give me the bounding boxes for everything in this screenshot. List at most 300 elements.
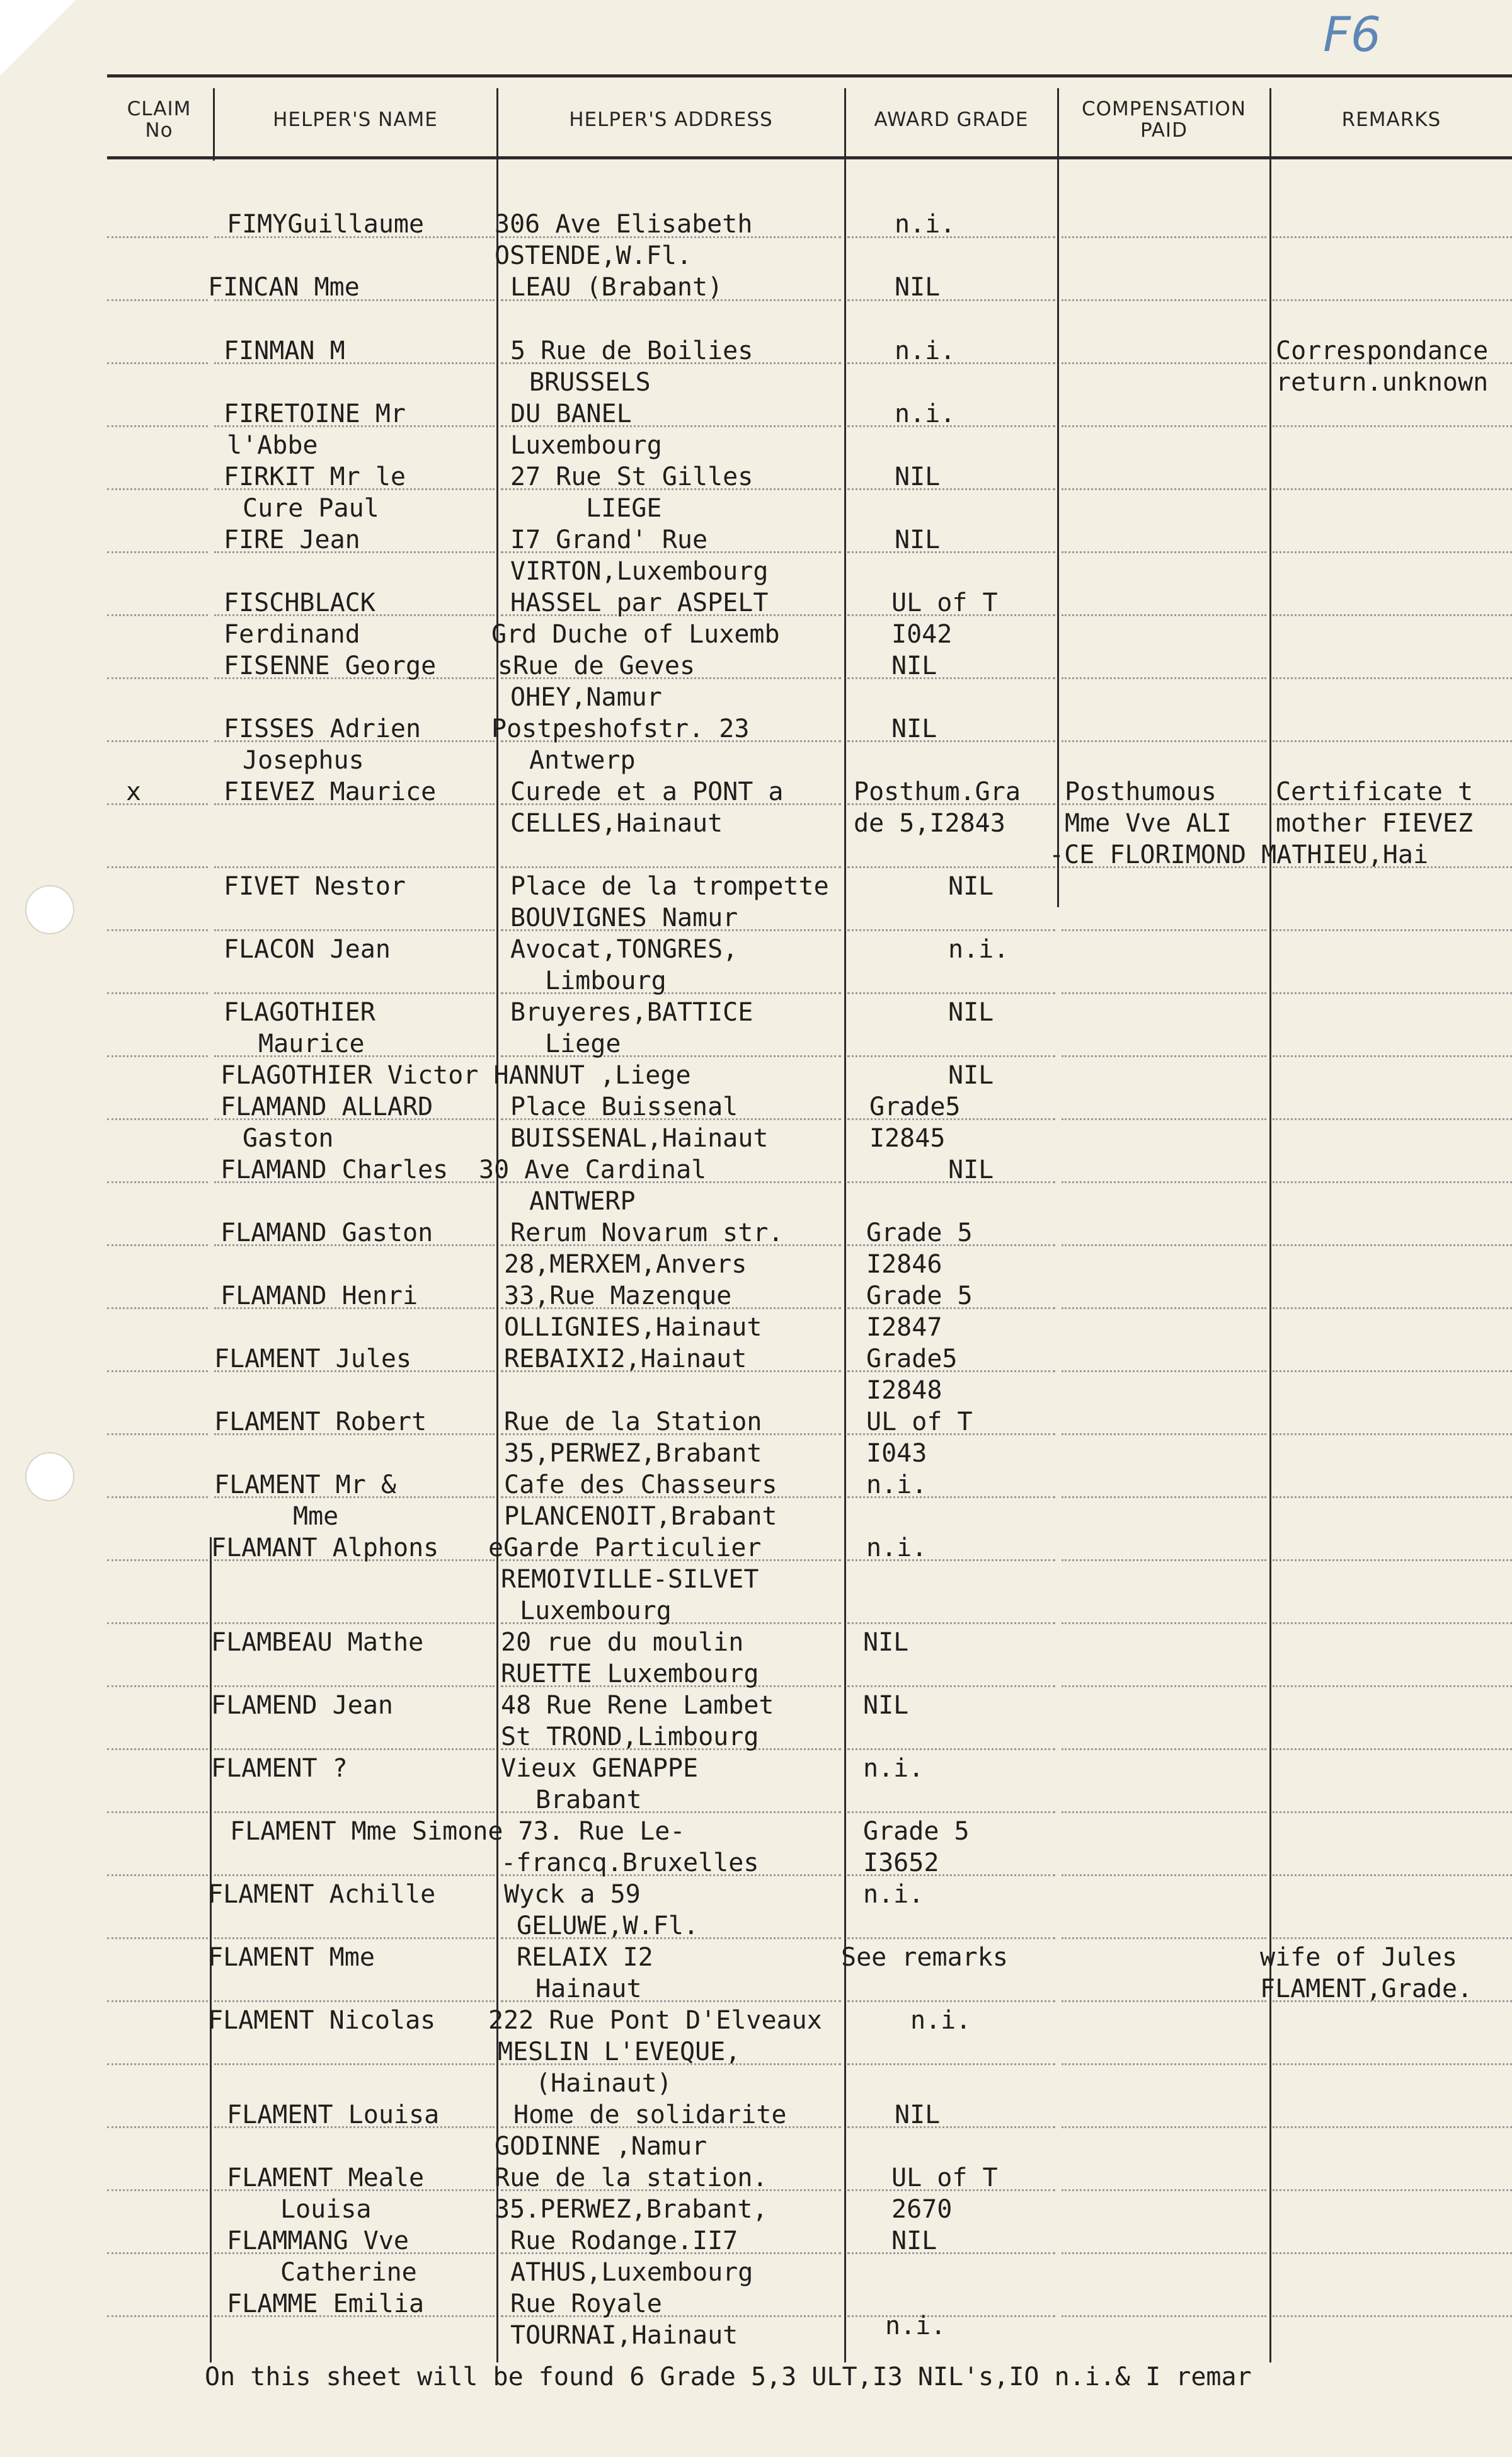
typed-line: NIL [948,872,994,901]
typed-line: n.i. [895,210,956,239]
dotted-guide [1062,488,1266,490]
typed-line: FIVET Nestor [224,872,406,901]
typed-line: eGarde Particulier [488,1533,762,1562]
dotted-guide [107,1685,208,1687]
dotted-guide [1062,2126,1266,2128]
typed-line: Rue Rodange.II7 [510,2226,738,2255]
dotted-guide [1062,1496,1266,1498]
typed-line: ATHUS,Luxembourg [510,2258,753,2287]
dotted-guide [107,740,208,742]
dotted-guide [1273,1874,1512,1876]
typed-line: Mme [293,1502,339,1531]
dotted-guide [214,2063,495,2065]
column-divider [1269,88,1271,2362]
dotted-guide [1062,1181,1266,1183]
typed-line: Place de la trompette [510,872,829,901]
typed-line: I2845 [869,1124,946,1153]
typed-line: FLAMENT Nicolas [208,2006,436,2035]
typed-line: St TROND,Limbourg [501,1722,759,1751]
typed-line: FLAMENT Achille [208,1880,436,1909]
header-helper-address: HELPER'S ADDRESS [569,108,773,131]
dotted-guide [847,929,1055,931]
typed-line: Josephus [243,746,364,775]
typed-line: I2847 [866,1313,942,1342]
typed-line: FLAMBEAU Mathe [211,1628,424,1657]
typed-line: FLAGOTHIER Victor HANNUT ,Liege [220,1061,691,1090]
header-helper-name: HELPER'S NAME [273,108,438,131]
typed-line: Rue de la station. [495,2163,768,2192]
typed-line: x [126,777,142,806]
header-rule [107,156,1512,159]
dotted-guide [1273,1370,1512,1372]
typed-line: n.i. [895,399,956,428]
dotted-guide [847,2126,1055,2128]
dotted-guide [107,299,208,301]
dotted-guide [1273,488,1512,490]
typed-line: Grade5 [869,1092,961,1121]
dotted-guide [847,2063,1055,2065]
dotted-guide [107,992,208,994]
typed-line: Maurice [258,1029,365,1058]
typed-line: Grade5 [866,1344,958,1373]
dotted-guide [1273,1307,1512,1309]
dotted-guide [1273,992,1512,994]
typed-line: FLAMAND Henri [220,1281,418,1310]
typed-line: NIL [948,1155,994,1184]
typed-line: NIL [895,525,941,554]
dotted-guide [847,677,1055,679]
dotted-guide [1062,1244,1266,1246]
dotted-guide [1273,299,1512,301]
dotted-guide [107,803,208,805]
typed-line: 222 Rue Pont D'Elveaux [488,2006,822,2035]
dotted-guide [1062,425,1266,427]
dotted-guide [1062,1307,1266,1309]
typed-line: FLAMENT ? [211,1754,348,1783]
dotted-guide [107,929,208,931]
typed-line: I2846 [866,1250,942,1279]
dotted-guide [107,1118,208,1120]
dotted-guide [107,677,208,679]
dotted-guide [847,1937,1055,1939]
dotted-guide [847,2252,1055,2254]
dotted-guide [1273,425,1512,427]
dotted-guide [107,2000,208,2002]
typed-line: Brabant [536,1785,642,1814]
typed-line: OLLIGNIES,Hainaut [504,1313,762,1342]
header-award-grade: AWARD GRADE [874,108,1029,131]
typed-line: FLAMANT Alphons [211,1533,439,1562]
typed-line: Louisa [280,2195,372,2224]
dotted-guide [1062,2063,1266,2065]
typed-line: FISSES Adrien [224,714,421,743]
dotted-guide [107,488,208,490]
punch-hole [25,1452,74,1501]
typed-line: FIRE Jean [224,525,360,554]
typed-line: Bruyeres,BATTICE [510,998,753,1027]
dotted-guide [1062,929,1266,931]
typed-line: FLAMEND Jean [211,1691,393,1720]
typed-line: 30 Ave Cardinal [479,1155,707,1184]
dotted-guide [107,1622,208,1624]
typed-line: NIL [891,2226,937,2255]
punch-hole [25,885,74,934]
typed-line: NIL [895,2100,941,2129]
typed-line: NIL [891,714,937,743]
typed-line: NIL [891,651,937,680]
dotted-guide [1273,1118,1512,1120]
typed-line: 35,PERWEZ,Brabant [504,1439,762,1468]
dotted-guide [501,866,841,868]
typed-line: I043 [866,1439,927,1468]
typed-line: BUISSENAL,Hainaut [510,1124,769,1153]
dotted-guide [107,1307,208,1309]
typed-line: CELLES,Hainaut [510,809,723,838]
dotted-guide [214,992,495,994]
typed-line: I3652 [863,1848,939,1877]
dotted-guide [107,866,208,868]
typed-line: Grade 5 [866,1218,973,1247]
dotted-guide [1062,1748,1266,1750]
dotted-guide [107,2126,208,2128]
typed-line: I2848 [866,1376,942,1405]
typed-line: NIL [948,998,994,1027]
typed-line: n.i. [863,1880,924,1909]
dotted-guide [107,1496,208,1498]
typed-line: Posthumous [1065,777,1217,806]
typed-line: Posthum.Gra [854,777,1021,806]
typed-line: HASSEL par ASPELT [510,588,769,617]
typed-line: 48 Rue Rene Lambet [501,1691,774,1720]
typed-line: Correspondance [1276,336,1489,365]
dotted-guide [214,1748,495,1750]
typed-line: FLAMME Emilia [227,2289,425,2318]
typed-line: Luxembourg [520,1596,672,1625]
typed-line: FIRKIT Mr le [224,462,406,491]
typed-line: LEAU (Brabant) [510,273,723,302]
typed-line: REMOIVILLE-SILVET [501,1565,759,1594]
dotted-guide [847,2000,1055,2002]
dotted-guide [847,551,1055,553]
dotted-guide [107,1748,208,1750]
dotted-guide [214,1685,495,1687]
dotted-guide [847,1685,1055,1687]
dotted-guide [847,866,1055,868]
typed-line: Gaston [243,1124,334,1153]
dotted-guide [1062,1622,1266,1624]
typed-line: Grade 5 [866,1281,973,1310]
typed-line: Home de solidarite [513,2100,787,2129]
typed-line: -francq.Bruxelles [501,1848,759,1877]
typed-line: 28,MERXEM,Anvers [504,1250,747,1279]
typed-line: FLAMENT,Grade. [1260,1974,1473,2003]
typed-line: RELAIX I2 [517,1943,653,1972]
dotted-guide [214,929,495,931]
typed-line: GELUWE,W.Fl. [517,1911,699,1940]
typed-line: FLAGOTHIER [224,998,375,1027]
typed-line: n.i. [866,1470,927,1499]
typed-line: Curede et a PONT a [510,777,784,806]
dotted-guide [847,2315,1055,2317]
dotted-guide [1273,236,1512,238]
header-remarks: REMARKS [1341,108,1441,131]
dotted-guide [107,1811,208,1813]
typed-line: n.i. [895,336,956,365]
typed-line: FISENNE George [224,651,437,680]
dotted-guide [1062,1055,1266,1057]
dotted-guide [1273,2126,1512,2128]
dotted-guide [1273,1244,1512,1246]
typed-line: Cafe des Chasseurs [504,1470,777,1499]
typed-line: NIL [948,1061,994,1090]
typed-line: Limbourg [545,966,667,995]
typed-line: I042 [891,620,953,649]
typed-line: Avocat,TONGRES, [510,935,738,964]
typed-line: Certificate t [1276,777,1474,806]
dotted-guide [107,2063,208,2065]
typed-line: BRUSSELS [529,368,651,397]
typed-line: FLAMMANG Vve [227,2226,409,2255]
dotted-guide [1062,1559,1266,1561]
typed-line: FINMAN M [224,336,345,365]
typed-line: sRue de Geves [498,651,696,680]
dotted-guide [1062,551,1266,553]
dotted-guide [1062,1874,1266,1876]
typed-line: FLAMAND ALLARD [220,1092,433,1121]
typed-line: Mme Vve ALI [1065,809,1232,838]
dotted-guide [1273,1559,1512,1561]
dotted-guide [1062,2000,1266,2002]
dotted-guide [1062,677,1266,679]
header-claim-no: CLAIM No [127,97,192,142]
typed-line: Postpeshofstr. 23 [491,714,750,743]
column-divider [1057,88,1059,907]
dotted-guide [1062,1685,1266,1687]
typed-line: n.i. [866,1533,927,1562]
typed-line: FISCHBLACK [224,588,375,617]
typed-line: NIL [895,462,941,491]
dotted-guide [1273,1811,1512,1813]
dotted-guide [107,1937,208,1939]
typed-line: Rue Royale [510,2289,662,2318]
dotted-guide [107,1370,208,1372]
typed-line: 35.PERWEZ,Brabant, [495,2195,768,2224]
typed-line: NIL [895,273,941,302]
dotted-guide [1062,1937,1266,1939]
dotted-guide [847,1055,1055,1057]
dotted-guide [1273,614,1512,616]
dotted-guide [107,1181,208,1183]
typed-line: mother FIEVEZ [1276,809,1474,838]
typed-line: n.i. [948,935,1009,964]
typed-line: Rerum Novarum str. [510,1218,784,1247]
dotted-guide [1273,551,1512,553]
dotted-guide [1062,2189,1266,2191]
typed-line: FLAMENT Mr & [214,1470,396,1499]
typed-line: REBAIXI2,Hainaut [504,1344,747,1373]
typed-line: NIL [863,1691,909,1720]
typed-line: 2670 [891,2195,953,2224]
typed-line: Rue de la Station [504,1407,762,1436]
dotted-guide [1062,299,1266,301]
typed-line: OHEY,Namur [510,683,662,712]
typed-line: return.unknown [1276,368,1489,397]
dotted-guide [1273,1622,1512,1624]
typed-line: -CE FLORIMOND MATHIEU,Hai [1049,840,1429,869]
typed-line: Luxembourg [510,431,662,460]
dotted-guide [1062,1370,1266,1372]
dotted-guide [1273,1496,1512,1498]
dotted-guide [847,299,1055,301]
dotted-guide [1062,1433,1266,1435]
dotted-guide [1273,1433,1512,1435]
typed-line: 306 Ave Elisabeth [495,210,753,239]
typed-line: 20 rue du moulin [501,1628,744,1657]
dotted-guide [214,1874,495,1876]
typed-line: n.i. [863,1754,924,1783]
typed-line: FINCAN Mme [208,273,360,302]
typed-line: Catherine [280,2258,417,2287]
dotted-guide [1273,677,1512,679]
typed-line: FIEVEZ Maurice [224,777,437,806]
dotted-guide [107,2315,208,2317]
dotted-guide [847,992,1055,994]
typed-line: FLACON Jean [224,935,391,964]
typed-line: FLAMENT Mme Simone 73. Rue Le- [230,1817,685,1846]
header-compensation-paid: COMPENSATION PAID [1082,97,1246,142]
sheet-marker: F6 [1323,6,1382,62]
typed-line: (Hainaut) [536,2069,672,2098]
dotted-guide [1273,1181,1512,1183]
typed-line: MESLIN L'EVEQUE, [498,2037,741,2066]
dotted-guide [1062,2252,1266,2254]
dotted-guide [107,425,208,427]
dotted-guide [1062,236,1266,238]
dotted-guide [107,2252,208,2254]
dotted-guide [847,740,1055,742]
dotted-guide [107,362,208,364]
typed-line: Antwerp [529,746,636,775]
typed-line: l'Abbe [227,431,318,460]
typed-line: NIL [863,1628,909,1657]
dotted-guide [1273,1748,1512,1750]
typed-line: Cure Paul [243,494,379,523]
typed-line: ANTWERP [529,1187,636,1216]
typed-line: Grd Duche of Luxemb [491,620,780,649]
typed-line: BOUVIGNES Namur [510,903,738,932]
dotted-guide [1273,740,1512,742]
typed-line: Ferdinand [224,620,360,649]
column-divider [844,88,846,2362]
dotted-guide [1062,1118,1266,1120]
typed-line: Vieux GENAPPE [501,1754,699,1783]
dotted-guide [107,551,208,553]
dotted-guide [847,1622,1055,1624]
typed-line: RUETTE Luxembourg [501,1659,759,1688]
dotted-guide [1273,929,1512,931]
typed-line: PLANCENOIT,Brabant [504,1502,777,1531]
typed-line: FIRETOINE Mr [224,399,406,428]
typed-line: n.i. [885,2311,946,2340]
dotted-guide [1273,2063,1512,2065]
dotted-guide [107,1433,208,1435]
typed-line: FIMYGuillaume [227,210,425,239]
dotted-guide [847,1748,1055,1750]
typed-line: GODINNE ,Namur [495,2132,707,2161]
dotted-guide [1062,614,1266,616]
dotted-guide [214,2000,495,2002]
dotted-guide [1273,1685,1512,1687]
typed-line: UL of T [891,2163,998,2192]
dotted-guide [214,866,495,868]
dotted-guide [107,614,208,616]
torn-corner [0,0,76,76]
dotted-guide [1062,2315,1266,2317]
typed-line: Hainaut [536,1974,642,2003]
dotted-guide [1273,2252,1512,2254]
typed-line: VIRTON,Luxembourg [510,557,769,586]
typed-line: Grade 5 [863,1817,970,1846]
typed-line: UL of T [891,588,998,617]
typed-line: wife of Jules [1260,1943,1458,1972]
typed-line: OSTENDE,W.Fl. [495,241,692,270]
typed-line: FLAMENT Louisa [227,2100,440,2129]
typed-line: FLAMENT Jules [214,1344,412,1373]
typed-line: DU BANEL [510,399,632,428]
typed-line: FLAMENT Mme [208,1943,375,1972]
typed-line: Wyck a 59 [504,1880,641,1909]
dotted-guide [1062,992,1266,994]
dotted-guide [107,2189,208,2191]
typed-line: 27 Rue St Gilles [510,462,753,491]
dotted-guide [1273,1055,1512,1057]
dotted-guide [214,1811,495,1813]
typed-line: UL of T [866,1407,973,1436]
dotted-guide [107,1874,208,1876]
typed-line: See remarks [841,1943,1008,1972]
dotted-guide [107,236,208,238]
dotted-guide [1062,1811,1266,1813]
typed-line: FLAMAND Charles [220,1155,449,1184]
dotted-guide [107,1244,208,1246]
dotted-guide [107,1055,208,1057]
dotted-guide [1273,2315,1512,2317]
dotted-guide [1273,1937,1512,1939]
sheet-summary: On this sheet will be found 6 Grade 5,3 ULT,I3 NIL's,IO n.i.& I remar [205,2362,1252,2391]
typed-line: 5 Rue de Boilies [510,336,753,365]
typed-line: FLAMENT Robert [214,1407,427,1436]
dotted-guide [1273,2189,1512,2191]
typed-line: de 5,I2843 [854,809,1005,838]
typed-line: Place Buissenal [510,1092,738,1121]
typed-line: Liege [545,1029,621,1058]
typed-line: n.i. [910,2006,971,2035]
dotted-guide [214,1622,495,1624]
typed-line: 33,Rue Mazenque [504,1281,732,1310]
dotted-guide [107,1559,208,1561]
typed-line: LIEGE [586,494,662,523]
typed-line: I7 Grand' Rue [510,525,708,554]
typed-line: FLAMENT Meale [227,2163,425,2192]
typed-line: TOURNAI,Hainaut [510,2321,738,2350]
dotted-guide [1062,740,1266,742]
dotted-guide [847,488,1055,490]
top-rule [107,74,1512,77]
dotted-guide [1062,362,1266,364]
dotted-guide [847,1811,1055,1813]
typed-line: FLAMAND Gaston [220,1218,433,1247]
dotted-guide [214,1937,495,1939]
